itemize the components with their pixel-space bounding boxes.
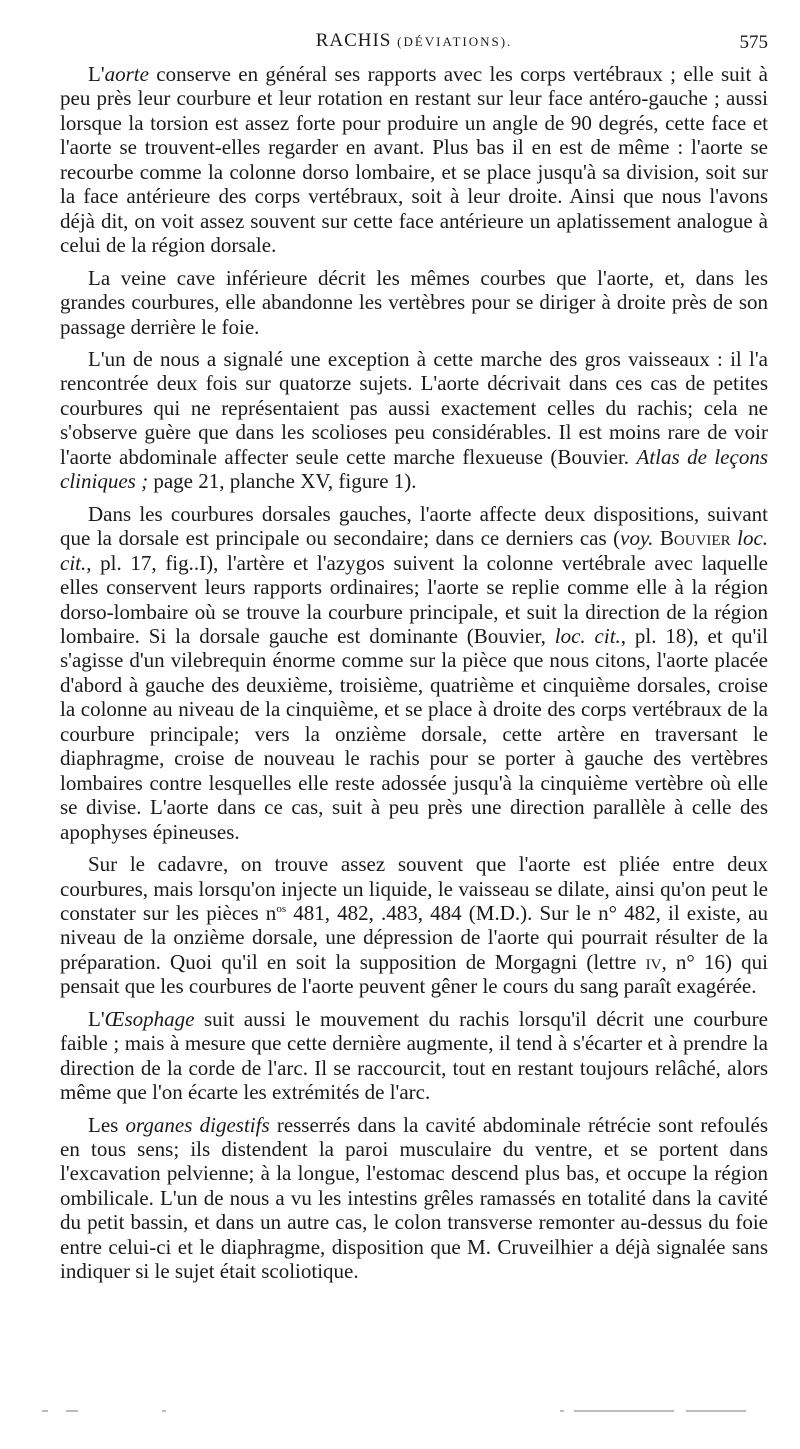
text-run: La veine cave inférieure décrit les mêmes courbes que l'aorte, et, dans les grandes courbures, elle abandonne les vertèbres pour se diriger à droite près de son passage derrière le foie. xyxy=(60,265,768,339)
running-head xyxy=(60,30,768,54)
paragraph xyxy=(60,62,768,258)
text-run: conserve en général ses rapports avec les corps vertébraux ; elle suit à peu près leur courbure et leur rotation en restant sur leur face antéro-gauche ; aussi lorsque la torsion est assez forte pour produire un angle de 90 degrés, cette face et l'aorte se trouvent-elles regarder en avant. Plus bas il en est de même : l'aorte se recourbe comme la colonne dorso lombaire, et se place jusqu'à sa division, soit sur la face antérieure des corps vertébraux, soit à leur droite. Ainsi que nous l'avons déjà dit, on voit assez souvent sur cette face antérieure un aplatissement analogue à celui de la région dorsale. xyxy=(60,62,768,258)
text-run: 481, 482, .483, 484 (M.D.). Sur le n° 482, il existe, au niveau de la onzième dorsale, une dépression de l'aorte qui pourrait résulter de la préparation. Quoi qu'il en soit la supposition de Morgagni (lettre xyxy=(60,900,768,974)
text-run: L'un de nous a signalé une exception à cette marche des gros vaisseaux : il l'a rencontrée deux fois sur quatorze sujets. L'aorte décrivait dans ces cas de petites courbures qui ne représentaient pas aussi exactement celles du rachis; cela ne s'observe guère que dans les scolioses peu considérables. Il est moins rare de voir l'aorte abdominale affecter seule cette marche flexueuse (Bouvier. xyxy=(60,346,768,469)
footer-print-marks xyxy=(40,1410,760,1416)
text-run: Sur le cadavre, on trouve assez souvent que l'aorte est pliée entre deux courbures, mais lorsqu'on injecte un liquide, le vaisseau se dilate, ainsi qu'on peut le constater sur les pièces n xyxy=(60,852,768,925)
italic-run: Atlas de leçons cliniques ; xyxy=(60,444,769,494)
italic-run: Œsophage xyxy=(104,1006,195,1031)
italic-run: aorte xyxy=(104,62,149,86)
paragraph xyxy=(60,1007,768,1105)
text-run: resserrés dans la cavité abdominale rétrécie sont refoulés en tous sens; ils distendent la paroi musculaire du ventre, et se portent dans l'excavation pelvienne; à la longue, l'estomac descend plus bas, et occupe la région ombilicale. L'un de nous a vu les intestins grêles ramassés en totalité dans la cavité du petit bassin, et dans un autre cas, le colon transverse remonter au-dessus du foie entre celui-ci et le diaphragme, disposition que M. Cruveilhier a déjà signalée sans indiquer si le sujet était scoliotique. xyxy=(60,1112,768,1284)
paragraph xyxy=(60,347,768,494)
running-title-sub: (DÉVIATIONS). xyxy=(397,34,513,49)
running-title-main: RACHIS xyxy=(315,30,392,51)
paragraph xyxy=(60,852,768,999)
italic-run: organes digestifs xyxy=(125,1112,270,1137)
text-run: L' xyxy=(88,62,105,86)
text-run: , pl. 17, fig..I), l'artère et l'azygos suivent la colonne vertébrale avec laquelle elles conservent leurs rapports ordinaires; l'aorte se replie comme elle à la région dorso-lombaire où se trouve la courbure principale, et suit la direction de la région lombaire. Si la dorsale gauche est dominante (Bouvier, xyxy=(60,550,768,648)
paragraph xyxy=(60,1113,768,1284)
smallcaps-run: Bouvier xyxy=(659,526,731,551)
paragraph xyxy=(60,266,768,339)
text-run: suit aussi le mouvement du rachis lorsqu'il décrit une courbure faible ; mais à mesure que cette dernière augmente, il tend à s'écarter et à prendre la direction de la corde de l'arc. Il se raccourcit, tout en restant toujours relâché, alors même que l'on écarte les extrémités de l'arc. xyxy=(60,1006,768,1105)
page-number: 575 xyxy=(739,32,768,53)
running-title xyxy=(60,30,768,52)
text-run: , pl. 18), et qu'il s'agisse d'un vilebrequin énorme comme sur la pièce que nous citons, l'aorte placée d'abord à gauche des deuxième, troisième, quatrième et cinquième dorsales, croise la colonne au niveau de la cinquième, et se place à droite des corps vertébraux de la courbure principale; vers la onzième dorsale, cette artère en traversant le diaphragme, croise de nouveau le rachis pour se porter à gauche des vertèbres lombaires contre lesquelles elle reste adossée jusqu'à la cinquième vertèbre où elle se divise. L'aorte dans ce cas, suit à peu près une direction parallèle à celle des apophyses épineuses. xyxy=(60,623,768,844)
text-run: , n° 16) qui pensait que les courbures de l'aorte peuvent gêner le cours du sang paraît exagérée. xyxy=(60,949,768,999)
text-run: L' xyxy=(88,1006,105,1031)
body-text xyxy=(60,62,768,1292)
italic-run: loc. cit. xyxy=(554,623,621,648)
paragraph xyxy=(60,502,768,844)
text-run: Dans les courbures dorsales gauches, l'aorte affecte deux dispositions, suivant que la dorsale est principale ou secondaire; dans ce derniers cas ( xyxy=(60,501,768,551)
text-run: Les xyxy=(88,1112,126,1137)
superscript-run: os xyxy=(276,902,287,915)
text-run: page 21, planche XV, figure 1). xyxy=(148,469,417,494)
italic-run: loc. cit. xyxy=(60,526,769,575)
smallcaps-run: iv xyxy=(645,949,662,974)
italic-run: voy. xyxy=(620,526,654,551)
